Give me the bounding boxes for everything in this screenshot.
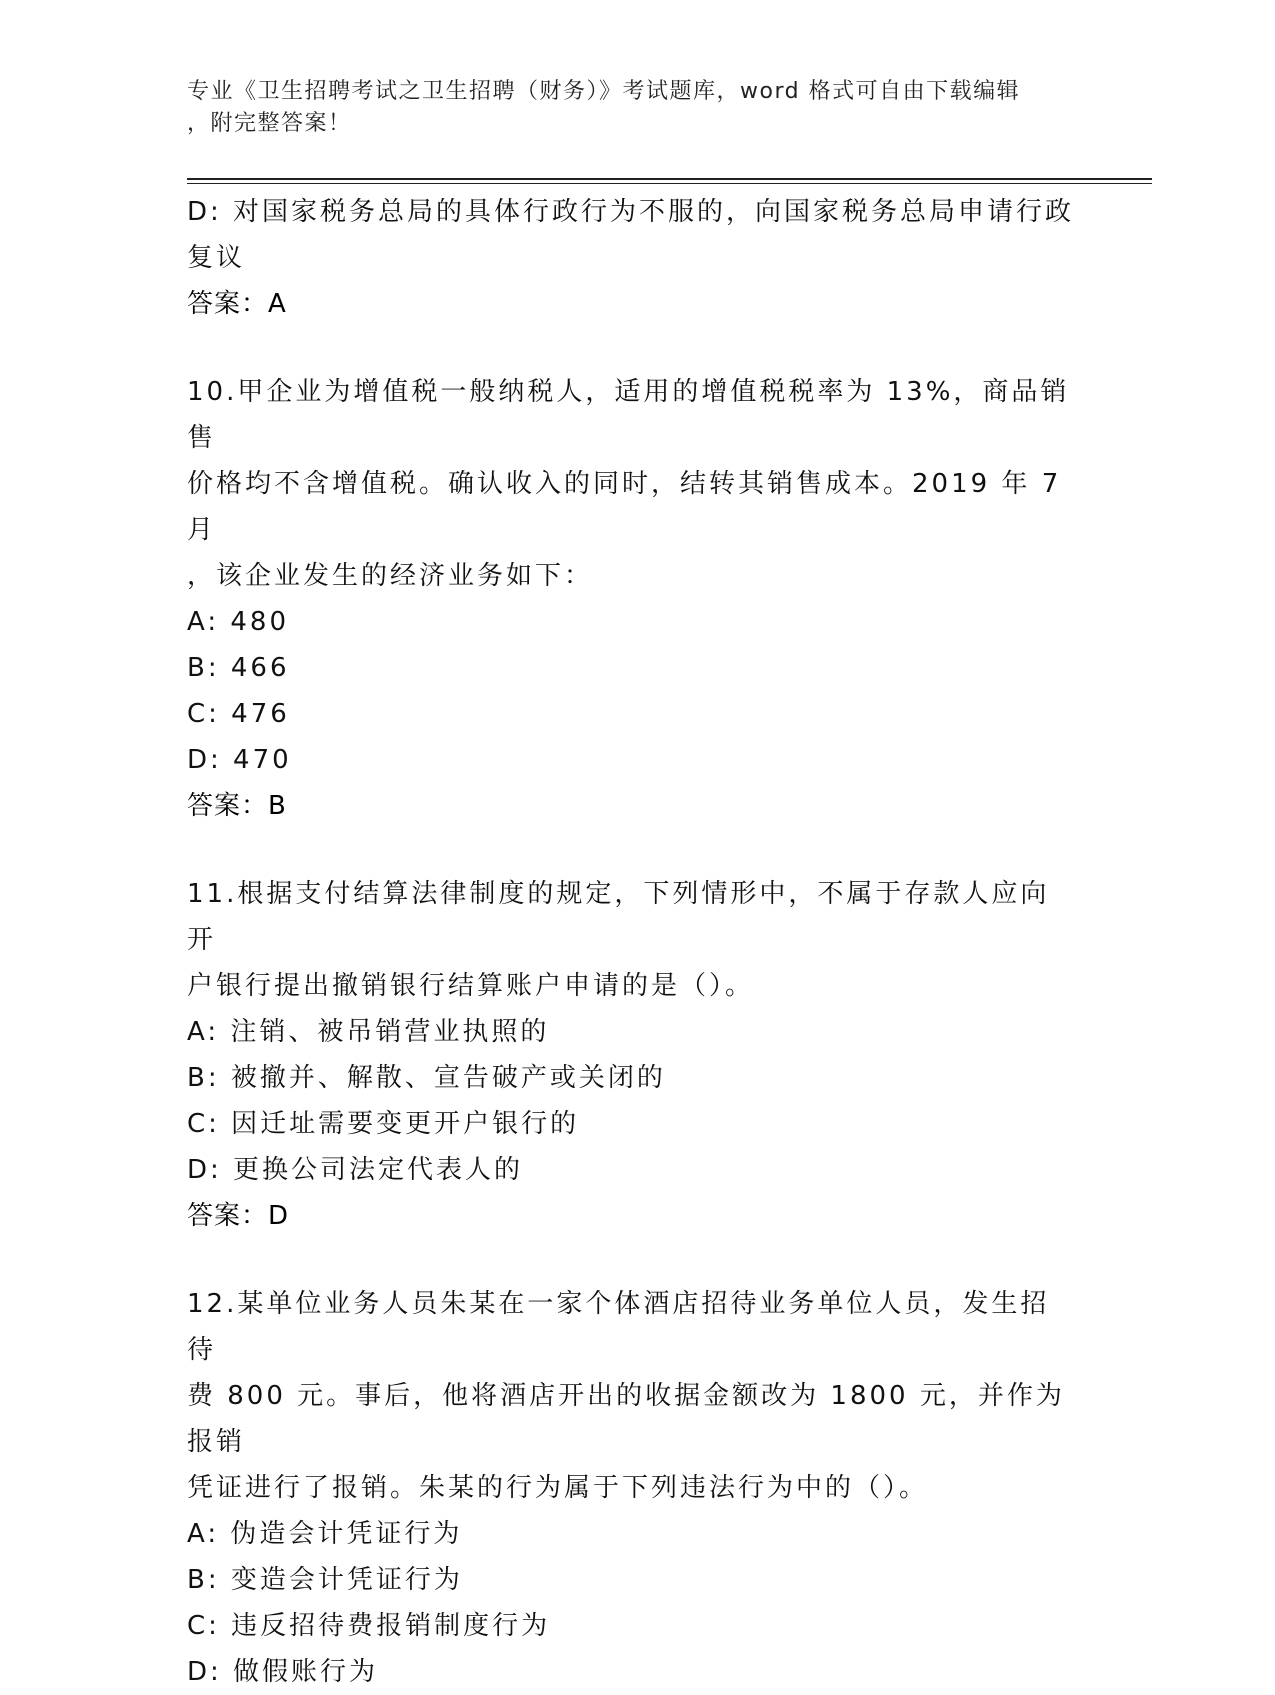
question-12 bbox=[187, 1281, 1077, 1695]
option-d-line-2: 复议 bbox=[187, 243, 246, 273]
option-a: A: 480 bbox=[187, 607, 289, 637]
question-text-line: 凭证进行了报销。朱某的行为属于下列违法行为中的（）。 bbox=[187, 1473, 929, 1503]
header-rule-thin bbox=[187, 183, 1152, 184]
option-b: B: 变造会计凭证行为 bbox=[187, 1565, 463, 1595]
question-text-line: 费 800 元。事后，他将酒店开出的收据金额改为 1800 元，并作为报销 bbox=[187, 1381, 1065, 1457]
header-rule-thick bbox=[187, 178, 1152, 180]
question-content bbox=[187, 189, 1077, 1695]
option-d-line-1: D: 对国家税务总局的具体行政行为不服的，向国家税务总局申请行政 bbox=[187, 197, 1075, 227]
answer-line: 答案：A bbox=[187, 289, 287, 319]
option-b: B: 466 bbox=[187, 653, 290, 683]
option-b: B: 被撤并、解散、宣告破产或关闭的 bbox=[187, 1063, 666, 1093]
answer-line: 答案：B bbox=[187, 791, 287, 821]
question-text-line: 11.根据支付结算法律制度的规定，下列情形中，不属于存款人应向开 bbox=[187, 879, 1050, 955]
answer-line: 答案：D bbox=[187, 1201, 290, 1231]
option-d: D: 更换公司法定代表人的 bbox=[187, 1155, 524, 1185]
option-a: A: 伪造会计凭证行为 bbox=[187, 1519, 463, 1549]
option-c: C: 因迁址需要变更开户银行的 bbox=[187, 1109, 580, 1139]
question-text-line: 12.某单位业务人员朱某在一家个体酒店招待业务单位人员，发生招待 bbox=[187, 1289, 1050, 1365]
question-text-line: 价格均不含增值税。确认收入的同时，结转其销售成本。2019 年 7 月 bbox=[187, 469, 1062, 545]
question-10 bbox=[187, 369, 1077, 829]
question-text-line: ，该企业发生的经济业务如下： bbox=[187, 561, 594, 591]
question-text-line: 10.甲企业为增值税一般纳税人，适用的增值税税率为 13%，商品销售 bbox=[187, 377, 1070, 453]
option-c: C: 违反招待费报销制度行为 bbox=[187, 1611, 551, 1641]
header-line-1: 专业《卫生招聘考试之卫生招聘（财务）》考试题库，word 格式可自由下载编辑 bbox=[187, 79, 1021, 104]
option-c: C: 476 bbox=[187, 699, 290, 729]
header-line-2: ，附完整答案！ bbox=[187, 111, 352, 136]
previous-question-tail bbox=[187, 189, 1077, 327]
question-text-line: 户银行提出撤销银行结算账户申请的是（）。 bbox=[187, 971, 755, 1001]
question-11 bbox=[187, 871, 1077, 1239]
option-a: A: 注销、被吊销营业执照的 bbox=[187, 1017, 550, 1047]
option-d: D: 做假账行为 bbox=[187, 1657, 379, 1687]
page-header bbox=[187, 76, 1087, 140]
option-d: D: 470 bbox=[187, 745, 292, 775]
